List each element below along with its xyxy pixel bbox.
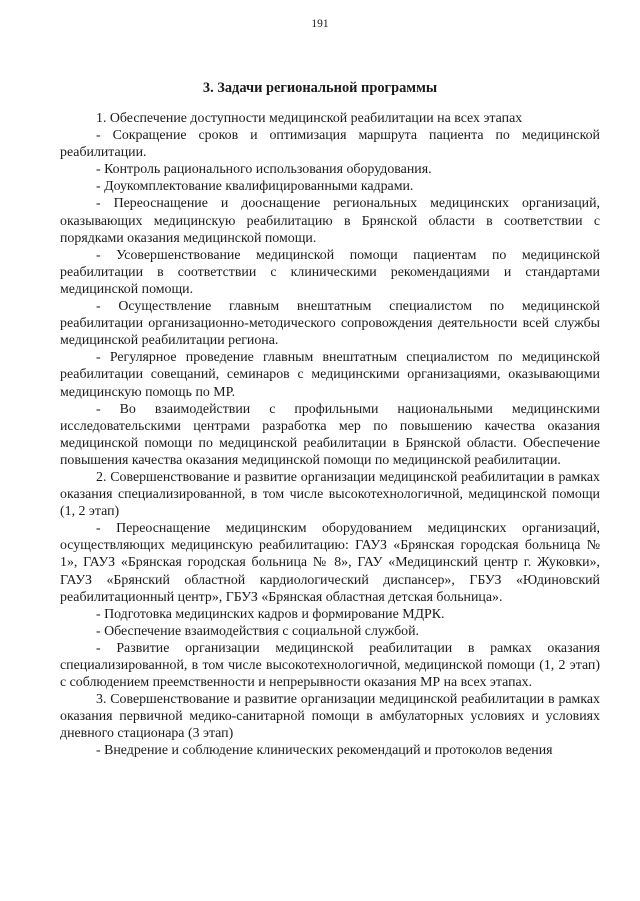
paragraph: - Доукомплектование квалифицированными кадрами.: [96, 179, 414, 195]
paragraph: - Контроль рационального использования оборудования.: [96, 162, 432, 178]
paragraph: 1. Обеспечение доступности медицинской реабилитации на всех этапах: [96, 111, 523, 126]
page-number: 191: [311, 18, 329, 30]
paragraph: - Переоснащение медицинским оборудованием медицинских организаций, осуществляющих медицинскую реабилитацию: ГАУЗ «Брянская городская больница № 1», ГАУЗ «Брянская городская больница № 8», ГАУ «Медицинский центр г. Жуковки», ГАУЗ «Брянский областной кардиологический диспансер», ГБУЗ «Юдиновский реабилитационный центр», ГБУЗ «Брянская областная детская больница».: [60, 521, 600, 605]
section-body: [60, 110, 600, 760]
paragraph: - Развитие организации медицинской реабилитации в рамках оказания специализированной, в том числе высокотехнологичной, медицинской помощи (1, 2 этап) с соблюдением преемственности и непрерывности оказания МР на всех этапах.: [60, 640, 600, 691]
paragraph: - Усовершенствование медицинской помощи пациентам по медицинской реабилитации в соответствии с клиническими рекомендациями и стандартами медицинской помощи.: [60, 247, 600, 297]
paragraph: 2. Совершенствование и развитие организации медицинской реабилитации в рамках оказания специализированной, в том числе высокотехнологичной, медицинской помощи (1, 2 этап): [60, 469, 600, 520]
paragraph: - Обеспечение взаимодействия с социальной службой.: [96, 623, 419, 639]
paragraph: - Сокращение сроков и оптимизация маршрута пациента по медицинской реабилитации.: [60, 128, 600, 161]
paragraph: - Подготовка медицинских кадров и формирование МДРК.: [96, 606, 445, 622]
paragraph: - Внедрение и соблюдение клинических рекомендаций и протоколов ведения: [96, 743, 553, 759]
section-heading: 3. Задачи региональной программы: [202, 80, 438, 96]
paragraph: - Осуществление главным внештатным специалистом по медицинской реабилитации организационно-методического сопровождения деятельности всей службы медицинской реабилитации региона.: [60, 299, 600, 349]
paragraph: 3. Совершенствование и развитие организации медицинской реабилитации в рамках оказания первичной медико-санитарной помощи в амбулаторных условиях и условиях дневного стационара (3 этап): [60, 692, 600, 742]
paragraph: - Переоснащение и дооснащение региональных медицинских организаций, оказывающих медицинскую реабилитацию в Брянской области в соответствии с порядками оказания медицинской помощи.: [60, 196, 600, 246]
paragraph: - Во взаимодействии с профильными национальными медицинскими исследовательскими центрами разработка мер по повышению качества оказания медицинской помощи по медицинской реабилитации в Брянской области. Обеспечение повышения качества оказания медицинской помощи по медицинской реабилитации.: [60, 401, 600, 468]
paragraph: - Регулярное проведение главным внештатным специалистом по медицинской реабилитации совещаний, семинаров с медицинскими организациями, оказывающими медицинскую помощь по МР.: [60, 350, 600, 400]
